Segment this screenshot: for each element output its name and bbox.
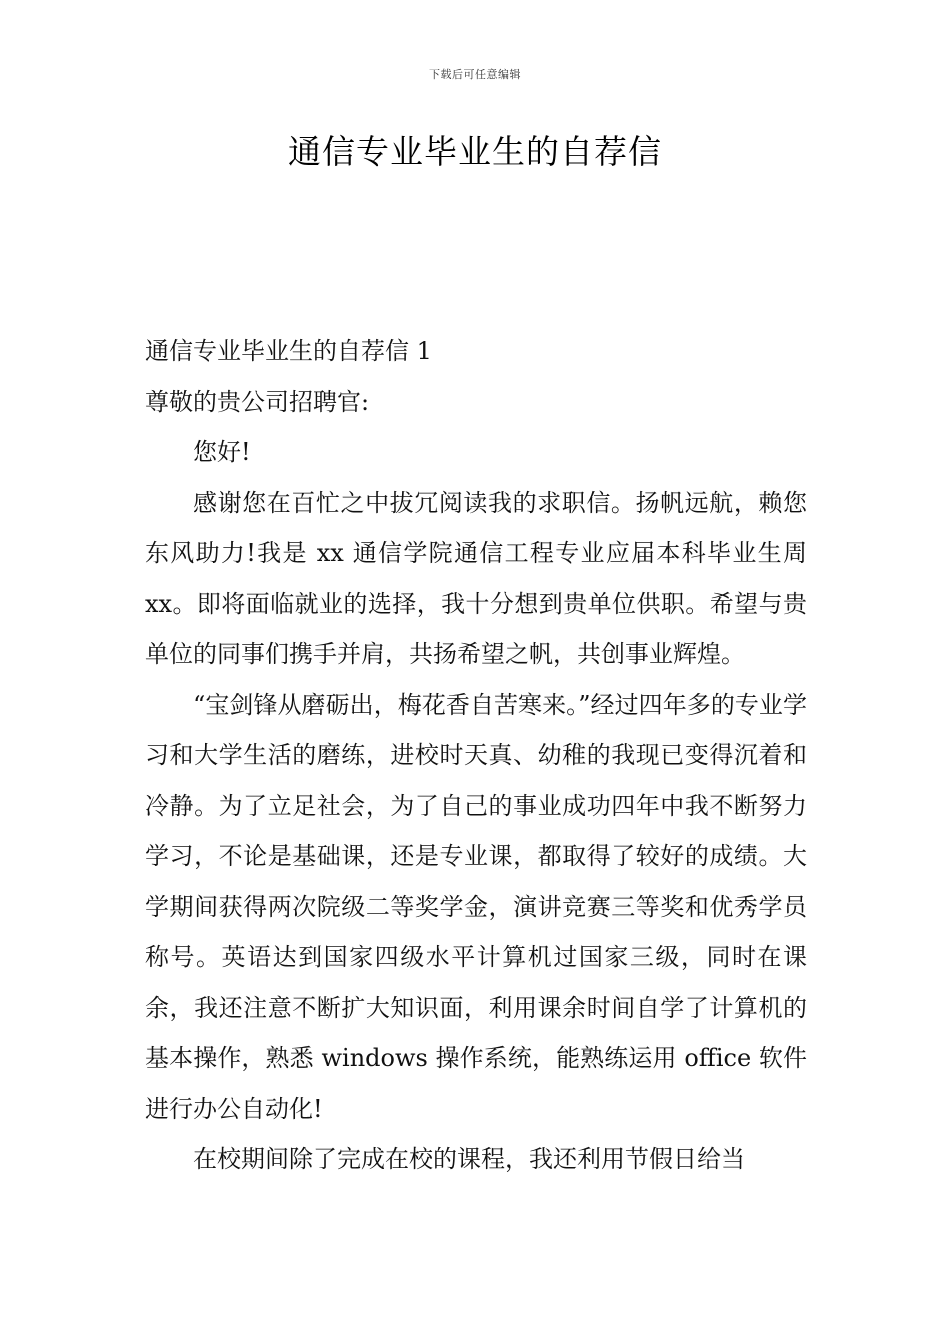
header-note: 下载后可任意编辑 bbox=[429, 68, 521, 81]
greeting: 您好! bbox=[193, 438, 251, 466]
document-title: 通信专业毕业生的自荐信 bbox=[288, 132, 662, 171]
paragraph-practice: 在校期间除了完成在校的课程，我还利用节假日给当 bbox=[193, 1145, 745, 1173]
letter-body bbox=[145, 326, 807, 1185]
salutation: 尊敬的贵公司招聘官: bbox=[145, 387, 370, 416]
paragraph-intro: 感谢您在百忙之中拔冗阅读我的求职信。扬帆远航，赖您东风助力!我是 xx 通信学院通信工程专业应届本科毕业生周 xx。即将面临就业的选择，我十分想到贵单位供职。希望与贵单位的同事们携手并肩，共扬希望之帆，共创事业辉煌。 bbox=[145, 488, 807, 668]
letter-heading: 通信专业毕业生的自荐信 1 bbox=[145, 337, 432, 365]
paragraph-study: “宝剑锋从磨砺出，梅花香自苦寒来。”经过四年多的专业学习和大学生活的磨练，进校时天真、幼稚的我现已变得沉着和冷静。为了立足社会，为了自己的事业成功四年中我不断努力学习，不论是基础课，还是专业课，都取得了较好的成绩。大学期间获得两次院级二等奖学金，演讲竞赛三等奖和优秀学员称号。英语达到国家四级水平计算机过国家三级，同时在课余，我还注意不断扩大知识面，利用课余时间自学了计算机的基本操作，熟悉 windows 操作系统，能熟练运用 office 软件进行办公自动化! bbox=[145, 690, 807, 1123]
